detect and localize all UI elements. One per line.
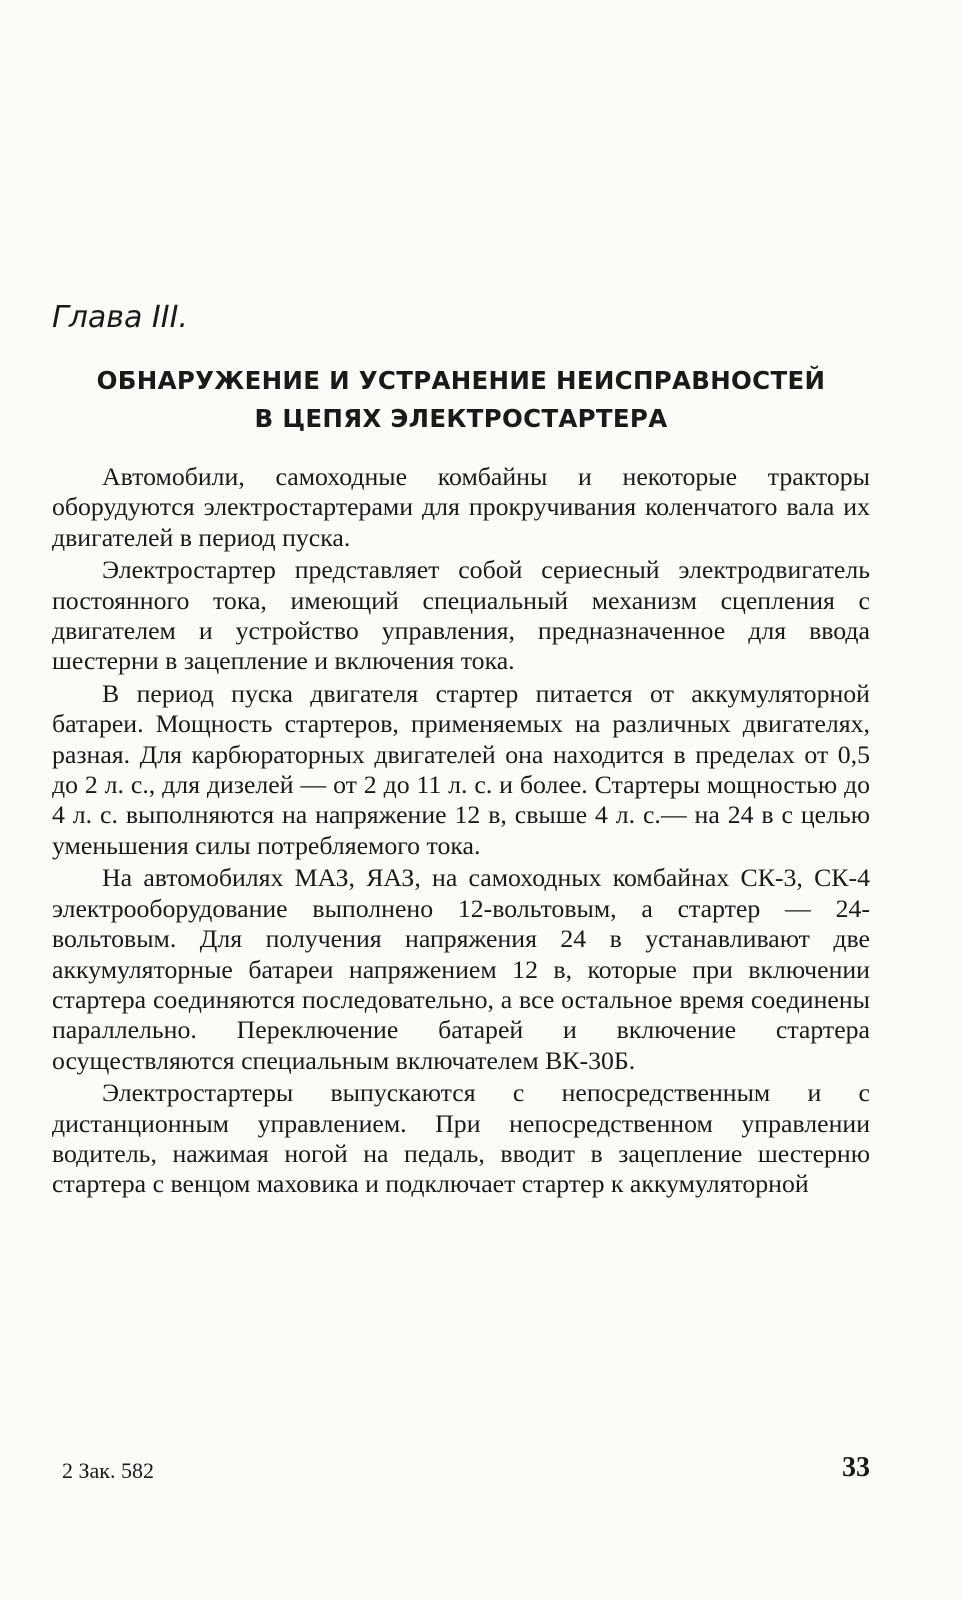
paragraph-5: Электростартеры выпускаются с непосредственным и с дистанционным управлением. При непосредственном управлении водитель, нажимая ногой на педаль, вводит в зацепление шестерню стартера с венцом маховика и подключает стартер к аккумуляторной [52, 1078, 870, 1199]
body-text [52, 462, 870, 1200]
paragraph-2: Электростартер представляет собой сериесный электродвигатель постоянного тока, имеющий специальный механизм сцепления с двигателем и устройство управления, предназначенное для ввода шестерни в зацепление и включения тока. [52, 555, 870, 676]
printing-signature: 2 Зак. 582 [62, 1458, 154, 1483]
chapter-label: Глава III. [52, 300, 188, 335]
chapter-title-line-1: ОБНАРУЖЕНИЕ И УСТРАНЕНИЕ НЕИСПРАВНОСТЕЙ [96, 366, 826, 395]
book-page [52, 0, 870, 1600]
paragraph-1: Автомобили, самоходные комбайны и некоторые тракторы оборудуются электростартерами для прокручивания коленчатого вала их двигателей в период пуска. [52, 462, 870, 552]
paragraph-3: В период пуска двигателя стартер питается от аккумуляторной батареи. Мощность стартеров, применяемых на различных двигателях, разная. Для карбюраторных двигателей она находится в пределах от 0,5 до 2 л. с., для дизелей — от 2 до 11 л. с. и более. Стартеры мощностью до 4 л. с. выполняются на напряжение 12 в, свыше 4 л. с.— на 24 в с целью уменьшения силы потребляемого тока. [52, 678, 870, 860]
chapter-title [52, 362, 870, 438]
chapter-title-line-2: В ЦЕПЯХ ЭЛЕКТРОСТАРТЕРА [254, 404, 668, 433]
paragraph-4: На автомобилях МАЗ, ЯАЗ, на самоходных комбайнах СК-3, СК-4 электрооборудование выполнено 12-вольтовым, а стартер — 24-вольтовым. Для получения напряжения 24 в устанавливают две аккумуляторные батареи напряжением 12 в, которые при включении стартера соединяются последовательно, а все остальное время соединены параллельно. Переключение батарей и включение стартера осуществляются специальным включателем ВК-30Б. [52, 863, 870, 1075]
page-number: 33 [842, 1452, 870, 1483]
